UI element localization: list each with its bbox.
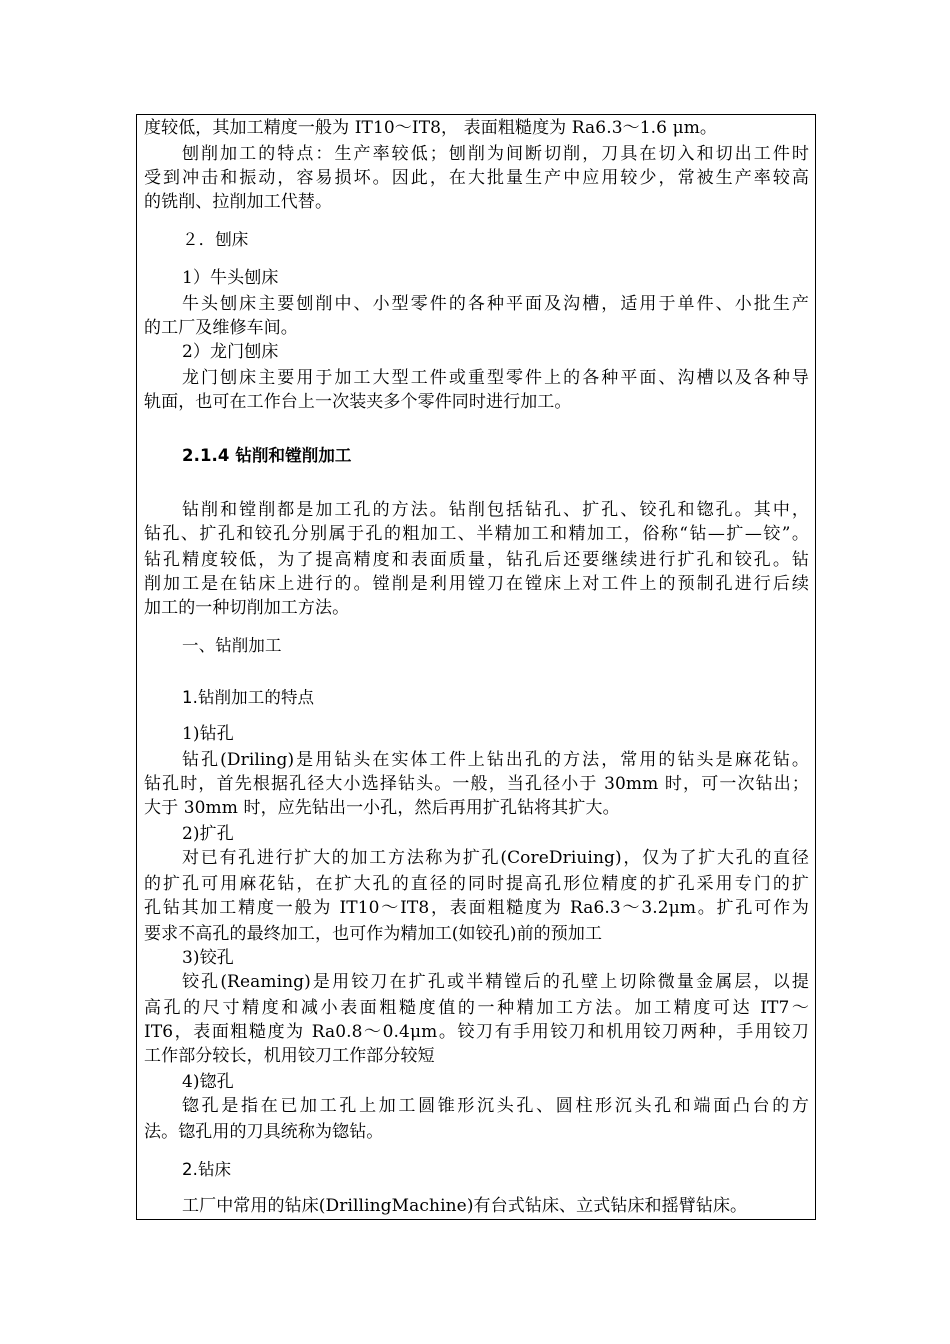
paragraph-line: 孔钻其加工精度一般为 IT10～IT8，表面粗糙度为 Ra6.3～3.2μm。扩孔可作为 bbox=[144, 898, 809, 918]
paragraph-line: 的扩孔可用麻花钻，在扩大孔的直径的同时提高孔形位精度的扩孔采用专门的扩 bbox=[144, 874, 809, 894]
paragraph-line: 工作部分较长，机用铰刀工作部分较短 bbox=[144, 1046, 435, 1066]
section-heading: 1.钻削加工的特点 bbox=[182, 688, 315, 707]
paragraph-line: 削加工是在钻床上进行的。镗削是利用镗刀在镗床上对工件上的预制孔进行后续 bbox=[144, 574, 809, 594]
paragraph-line: 刨削加工的特点：生产率较低；刨削为间断切削，刀具在切入和切出工件时 bbox=[182, 144, 809, 164]
paragraph-line: 钻孔时，首先根据孔径大小选择钻头。一般，当孔径小于 30mm 时，可一次钻出； bbox=[144, 774, 809, 794]
paragraph-line: 对已有孔进行扩大的加工方法称为扩孔(CoreDriuing)，仅为了扩大孔的直径 bbox=[182, 848, 809, 868]
subheading: 2)扩孔 bbox=[182, 824, 234, 844]
subheading: 1)钻孔 bbox=[182, 724, 234, 744]
paragraph-line: 钻孔、扩孔和铰孔分别属于孔的粗加工、半精加工和精加工，俗称“钻—扩—铰”。 bbox=[144, 524, 809, 544]
section-heading: ２．刨床 bbox=[182, 230, 249, 249]
paragraph-line: 要求不高孔的最终加工，也可作为精加工(如铰孔)前的预加工 bbox=[144, 924, 603, 944]
paragraph-line: 工厂中常用的钻床(DrillingMachine)有台式钻床、立式钻床和摇臂钻床。 bbox=[182, 1196, 748, 1216]
section-heading: 2.钻床 bbox=[182, 1160, 232, 1179]
paragraph-line: 钻孔精度较低，为了提高精度和表面质量，钻孔后还要继续进行扩孔和铰孔。钻 bbox=[144, 550, 809, 570]
paragraph-line: 加工的一种切削加工方法。 bbox=[144, 598, 350, 618]
paragraph-line: 龙门刨床主要用于加工大型工件或重型零件上的各种平面、沟槽以及各种导 bbox=[182, 368, 809, 388]
paragraph-line: IT6，表面粗糙度为 Ra0.8～0.4μm。铰刀有手用铰刀和机用铰刀两种，手用铰刀 bbox=[144, 1022, 809, 1042]
paragraph-line: 高孔的尺寸精度和减小表面粗糙度值的一种精加工方法。加工精度可达 IT7～ bbox=[144, 998, 809, 1018]
paragraph-line: 轨面，也可在工作台上一次装夹多个零件同时进行加工。 bbox=[144, 392, 572, 412]
paragraph-line: 大于 30mm 时，应先钻出一小孔，然后再用扩孔钻将其扩大。 bbox=[144, 798, 620, 818]
subheading: 1）牛头刨床 bbox=[182, 268, 279, 288]
paragraph-line: 的铣削、拉削加工代替。 bbox=[144, 192, 333, 212]
subheading: 2）龙门刨床 bbox=[182, 342, 279, 362]
paragraph-line: 法。锪孔用的刀具统称为锪钻。 bbox=[144, 1122, 384, 1142]
section-heading: 一、钻削加工 bbox=[182, 636, 282, 655]
subheading: 3)铰孔 bbox=[182, 948, 234, 968]
paragraph-line: 受到冲击和振动，容易损坏。因此，在大批量生产中应用较少，常被生产率较高 bbox=[144, 168, 809, 188]
paragraph-line: 的工厂及维修车间。 bbox=[144, 318, 298, 338]
paragraph-line: 度较低，其加工精度一般为 IT10～IT8， 表面粗糙度为 Ra6.3～1.6 μm。 bbox=[144, 118, 718, 138]
paragraph-line: 钻孔(Driling)是用钻头在实体工件上钻出孔的方法，常用的钻头是麻花钻。 bbox=[182, 750, 809, 770]
paragraph-line: 铰孔(Reaming)是用铰刀在扩孔或半精镗后的孔壁上切除微量金属层，以提 bbox=[182, 972, 809, 992]
paragraph-line: 锪孔是指在已加工孔上加工圆锥形沉头孔、圆柱形沉头孔和端面凸台的方 bbox=[182, 1096, 809, 1116]
section-heading: 2.1.4 钻削和镗削加工 bbox=[182, 446, 352, 465]
subheading: 4)锪孔 bbox=[182, 1072, 234, 1092]
paragraph-line: 牛头刨床主要刨削中、小型零件的各种平面及沟槽，适用于单件、小批生产 bbox=[182, 294, 809, 314]
paragraph-line: 钻削和镗削都是加工孔的方法。钻削包括钻孔、扩孔、铰孔和锪孔。其中， bbox=[182, 500, 809, 520]
